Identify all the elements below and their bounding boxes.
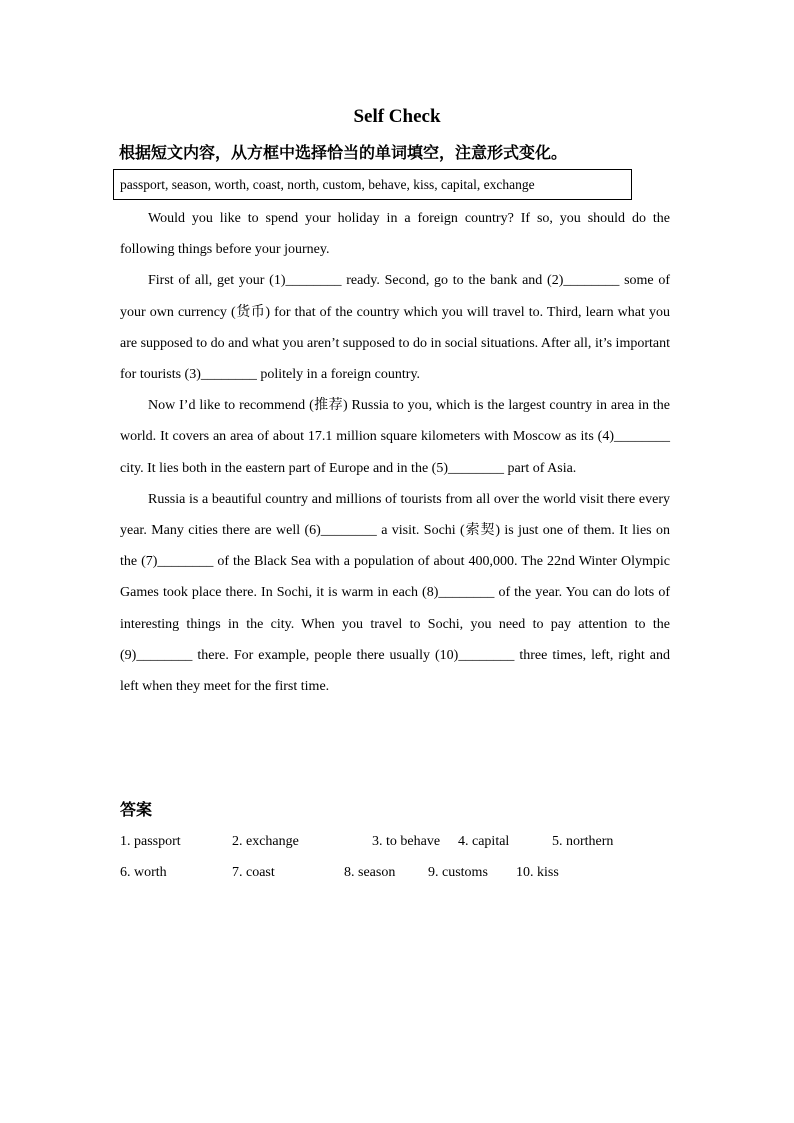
answers-row <box>120 830 680 854</box>
paragraph-intro: Would you like to spend your holiday in a foreign country? If so, you should do the following things before your journey. <box>120 211 670 258</box>
answers-row <box>120 861 680 885</box>
paragraph-russia: Now I’d like to recommend (推荐) Russia to you, which is the largest country in area in the world. It covers an area of about 17.1 million square kilometers with Moscow as its (4)________ city. It lies both in the eastern part of Europe and in the (5)________ part of Asia. <box>120 398 670 476</box>
answer-item: 6. worth <box>120 865 167 880</box>
paragraph-sochi: Russia is a beautiful country and millions of tourists from all over the world visit there every year. Many cities there are well (6)________ a visit. Sochi (索契) is just one of them. It lies on the (7)________ of the Black Sea with a population of about 400,000. The 22nd Winter Olympic Games took place there. In Sochi, it is warm in each (8)________ of the year. You can do lots of interesting things in the city. When you travel to Sochi, you need to pay attention to the (9)________ there. For example, people there usually (10)________ three times, left, right and left when they meet for the first time. <box>120 491 670 695</box>
answer-item: 5. northern <box>552 834 614 849</box>
answer-item: 7. coast <box>232 865 275 880</box>
answer-item: 8. season <box>344 865 396 880</box>
answers-heading: 答案 <box>120 800 153 819</box>
answer-item: 1. passport <box>120 834 181 849</box>
page-title: Self Check <box>353 106 441 127</box>
word-box: passport, season, worth, coast, north, custom, behave, kiss, capital, exchange <box>113 169 632 200</box>
paragraph-preparation: First of all, get your (1)________ ready. Second, go to the bank and (2)________ some of your own currency (货币) for that of the country which you will travel to. Third, learn what you are supposed to do and what you aren’t supposed to do in social situations. After all, it’s important for tourists (3)________ politely in a foreign country. <box>120 273 670 383</box>
instruction-text: 根据短文内容，从方框中选择恰当的单词填空，注意形式变化。 <box>119 143 568 162</box>
answer-item: 4. capital <box>458 834 510 849</box>
answer-item: 2. exchange <box>232 834 299 849</box>
answer-item: 9. customs <box>428 865 488 880</box>
answer-item: 10. kiss <box>516 865 559 880</box>
answer-item: 3. to behave <box>372 834 441 849</box>
passage <box>120 203 670 702</box>
